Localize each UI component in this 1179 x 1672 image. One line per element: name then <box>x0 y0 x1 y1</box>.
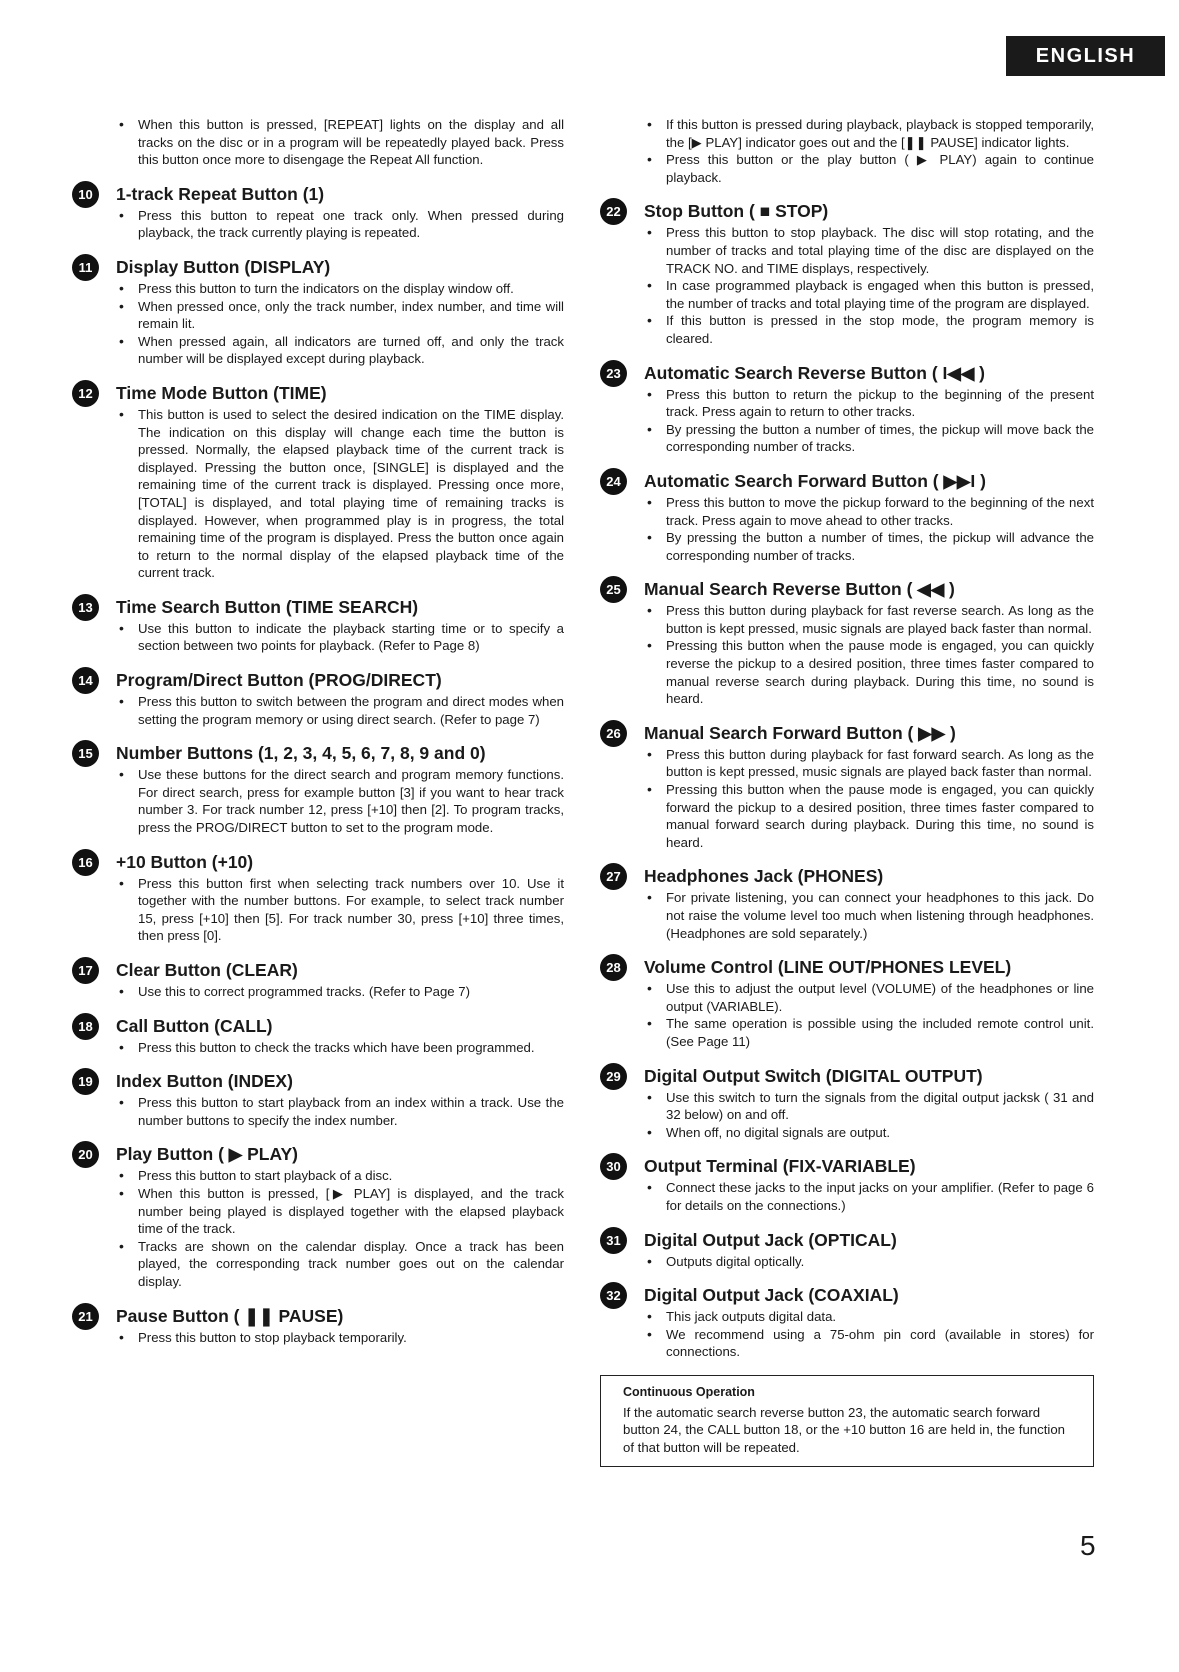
section-15 <box>72 742 564 836</box>
section-number-badge: 27 <box>600 863 627 890</box>
section-30 <box>600 1155 1094 1214</box>
page-number: 5 <box>1080 1530 1096 1561</box>
continuous-operation-text: If the automatic search reverse button 23, the automatic search forward button 24, the CALL button 18, or the +10 button 16 are held in, the function of that button will be repeated. <box>623 1404 1065 1455</box>
section-19 <box>72 1070 564 1129</box>
bullet-item: • Press this button to stop playback temporarily. <box>116 1329 564 1347</box>
bullet-item: • Use this to adjust the output level (VOLUME) of the headphones or line output (VARIABLE). <box>644 980 1094 1015</box>
section-20 <box>72 1143 564 1290</box>
section-bullets <box>644 746 1094 852</box>
bullet-item: • Press this button to return the pickup to the beginning of the present track. Press again to return to other tracks. <box>644 386 1094 421</box>
section-26 <box>600 722 1094 852</box>
section-title: Time Search Button (TIME SEARCH) <box>116 596 419 617</box>
section-title: Digital Output Switch (DIGITAL OUTPUT) <box>644 1065 983 1086</box>
continuous-operation-box <box>600 1375 1094 1467</box>
section-bullets <box>644 1253 1094 1271</box>
bullet-item: • For private listening, you can connect your headphones to this jack. Do not raise the volume level too much when listening through headphones. (Headphones are sold separately.) <box>644 889 1094 942</box>
bullet-item: • Tracks are shown on the calendar display. Once a track has been played, the corresponding track number goes out on the calendar display. <box>116 1238 564 1291</box>
section-title: Manual Search Reverse Button ( ◀◀ ) <box>644 579 955 600</box>
section-title: Automatic Search Forward Button ( ▶▶I ) <box>644 470 986 491</box>
right-intro-item: • Press this button or the play button ( ▶ PLAY) again to continue playback. <box>644 151 1094 186</box>
section-bullets <box>116 1329 564 1347</box>
section-28 <box>600 956 1094 1050</box>
section-14 <box>72 669 564 728</box>
section-number-badge: 10 <box>72 181 99 208</box>
right-sections <box>600 200 1094 1361</box>
right-column <box>600 116 1094 1467</box>
section-title: Volume Control (LINE OUT/PHONES LEVEL) <box>644 957 1012 978</box>
section-number-badge: 29 <box>600 1063 627 1090</box>
bullet-item: • Use these buttons for the direct search and program memory functions. For direct search, press for example button [3] if you want to hear track number 3. For track number 12, press [+10] then [2]. To program tracks, press the PROG/DIRECT button to set to the program mode. <box>116 766 564 836</box>
bullet-item: • Outputs digital optically. <box>644 1253 1094 1271</box>
right-intro <box>644 116 1094 186</box>
section-title: Play Button ( ▶ PLAY) <box>116 1144 298 1165</box>
section-number-badge: 14 <box>72 667 99 694</box>
section-number-badge: 25 <box>600 576 627 603</box>
bullet-item: • Press this button first when selecting track numbers over 10. Use it together with the number buttons. For example, to select track number 15, press [+10] then [5]. For track number 30, press [+10] three times, then press [0]. <box>116 875 564 945</box>
section-number-badge: 22 <box>600 198 627 225</box>
section-title: Program/Direct Button (PROG/DIRECT) <box>116 670 442 691</box>
section-title: Number Buttons (1, 2, 3, 4, 5, 6, 7, 8, 9 and 0) <box>116 743 486 764</box>
section-title: Manual Search Forward Button ( ▶▶ ) <box>644 722 956 743</box>
section-number-badge: 30 <box>600 1153 627 1180</box>
bullet-item: • By pressing the button a number of times, the pickup will move back the corresponding number of tracks. <box>644 421 1094 456</box>
section-number-badge: 16 <box>72 849 99 876</box>
section-title: Stop Button ( ■ STOP) <box>644 201 829 222</box>
section-bullets <box>116 280 564 368</box>
section-number-badge: 32 <box>600 1282 627 1309</box>
bullet-item: • Pressing this button when the pause mode is engaged, you can quickly forward the pickup to a desired position, three times faster compared to manual forward search during playback. During this time, no sound is heard. <box>644 781 1094 851</box>
section-title: Headphones Jack (PHONES) <box>644 866 884 887</box>
bullet-item: • The same operation is possible using the included remote control unit. (See Page 11) <box>644 1015 1094 1050</box>
section-bullets <box>644 1179 1094 1214</box>
bullet-item: • Press this button to start playback of a disc. <box>116 1167 564 1185</box>
section-title: Clear Button (CLEAR) <box>116 960 298 980</box>
section-bullets <box>116 1167 564 1290</box>
bullet-item: • When this button is pressed, [▶ PLAY] is displayed, and the track number being played is displayed together with the elapsed playback time of the track. <box>116 1185 564 1238</box>
continuous-operation-title: Continuous Operation <box>623 1384 755 1399</box>
section-22 <box>600 200 1094 347</box>
section-title: 1-track Repeat Button (1) <box>116 183 325 204</box>
section-bullets <box>116 983 564 1001</box>
section-bullets <box>644 224 1094 347</box>
section-29 <box>600 1065 1094 1142</box>
section-title: +10 Button (+10) <box>116 851 254 872</box>
section-18 <box>72 1015 564 1057</box>
section-title: Automatic Search Reverse Button ( I◀◀ ) <box>644 362 986 383</box>
section-24 <box>600 470 1094 564</box>
section-13 <box>72 596 564 655</box>
bullet-item: • Use this button to indicate the playback starting time or to specify a section between two points for playback. (Refer to Page 8) <box>116 620 564 655</box>
section-bullets <box>116 693 564 728</box>
bullet-item: • Press this button during playback for fast reverse search. As long as the button is kept pressed, music signals are played back faster than normal. <box>644 602 1094 637</box>
bullet-item: • Pressing this button when the pause mode is engaged, you can quickly reverse the pickup to a desired position, three times faster compared to manual reverse search during playback. During this time, no sound is heard. <box>644 637 1094 707</box>
section-bullets <box>644 602 1094 708</box>
section-number-badge: 18 <box>72 1013 99 1040</box>
section-number-badge: 12 <box>72 380 99 407</box>
left-intro-text: • When this button is pressed, [REPEAT] lights on the display and all tracks on the disc or in a program will be repeatedly played back. Press this button once more to disengage the Repeat All function. <box>116 116 564 169</box>
section-title: Digital Output Jack (OPTICAL) <box>644 1229 897 1250</box>
section-bullets <box>644 386 1094 456</box>
section-title: Digital Output Jack (COAXIAL) <box>644 1285 899 1306</box>
section-title: Display Button (DISPLAY) <box>116 256 331 277</box>
bullet-item: • Press this button to start playback from an index within a track. Use the number buttons to specify the index number. <box>116 1094 564 1129</box>
section-title: Output Terminal (FIX-VARIABLE) <box>644 1156 916 1177</box>
section-27 <box>600 865 1094 942</box>
bullet-item: • Press this button to move the pickup forward to the beginning of the next track. Press again to move ahead to other tracks. <box>644 494 1094 529</box>
section-bullets <box>116 1094 564 1129</box>
section-bullets <box>644 980 1094 1050</box>
bullet-item: • Use this to correct programmed tracks. (Refer to Page 7) <box>116 983 564 1001</box>
section-number-badge: 15 <box>72 740 99 767</box>
section-bullets <box>116 766 564 836</box>
section-23 <box>600 362 1094 456</box>
section-bullets <box>116 406 564 582</box>
bullet-item: • When pressed again, all indicators are turned off, and only the track number will be displayed except during playback. <box>116 333 564 368</box>
section-number-badge: 21 <box>72 1303 99 1330</box>
bullet-item: • We recommend using a 75-ohm pin cord (available in stores) for connections. <box>644 1326 1094 1361</box>
bullet-item: • By pressing the button a number of times, the pickup will advance the corresponding number of tracks. <box>644 529 1094 564</box>
section-bullets <box>116 620 564 655</box>
section-bullets <box>116 207 564 242</box>
section-11 <box>72 256 564 368</box>
bullet-item: • This button is used to select the desired indication on the TIME display. The indication on this display will change each time the button is pressed. Normally, the elapsed playback time of the current track is displayed. Pressing the button once, [SINGLE] is displayed and the remaining time of the current track is displayed. Pressing once more, [TOTAL] is displayed, and total playing time of remaining tracks is displayed. However, when programmed play is in progress, the total remaining time of the program is displayed. Press the button once again to return to the normal display of the elapsed playback time of the current track. <box>116 406 564 582</box>
section-bullets <box>644 1308 1094 1361</box>
section-21 <box>72 1305 564 1347</box>
left-sections <box>72 183 564 1346</box>
section-number-badge: 28 <box>600 954 627 981</box>
section-10 <box>72 183 564 242</box>
section-title: Time Mode Button (TIME) <box>116 382 327 403</box>
bullet-item: • When pressed once, only the track number, index number, and time will remain lit. <box>116 298 564 333</box>
section-17 <box>72 959 564 1001</box>
bullet-item: • Press this button to switch between the program and direct modes when setting the program memory or using direct search. (Refer to page 7) <box>116 693 564 728</box>
bullet-item: • If this button is pressed in the stop mode, the program memory is cleared. <box>644 312 1094 347</box>
bullet-item: • This jack outputs digital data. <box>644 1308 1094 1326</box>
bullet-item: • Press this button to check the tracks which have been programmed. <box>116 1039 564 1057</box>
bullet-item: • When off, no digital signals are output. <box>644 1124 1094 1142</box>
bullet-item: • Press this button to turn the indicators on the display window off. <box>116 280 564 298</box>
section-number-badge: 11 <box>72 254 99 281</box>
section-bullets <box>644 1089 1094 1142</box>
section-16 <box>72 851 564 945</box>
section-bullets <box>644 494 1094 564</box>
bullet-item: • Press this button during playback for fast forward search. As long as the button is kept pressed, music signals are played back faster than normal. <box>644 746 1094 781</box>
section-number-badge: 19 <box>72 1068 99 1095</box>
bullet-item: • Press this button to repeat one track only. When pressed during playback, the track currently playing is repeated. <box>116 207 564 242</box>
section-bullets <box>644 889 1094 942</box>
section-bullets <box>116 875 564 945</box>
bullet-item: • Press this button to stop playback. The disc will stop rotating, and the number of tracks and total playing time of the disc are displayed on the TRACK NO. and TIME displays, respectively. <box>644 224 1094 277</box>
section-title: Index Button (INDEX) <box>116 1071 293 1092</box>
left-column <box>72 116 564 1360</box>
bullet-item: • Use this switch to turn the signals from the digital output jacksk ( 31 and 32 below) on and off. <box>644 1089 1094 1124</box>
right-intro-item: • If this button is pressed during playback, playback is stopped temporarily, the [▶ PLAY] indicator goes out and the [❚❚ PAUSE] indicator lights. <box>644 116 1094 151</box>
section-number-badge: 20 <box>72 1141 99 1168</box>
section-32 <box>600 1284 1094 1361</box>
left-intro <box>116 116 564 169</box>
language-badge: ENGLISH <box>1006 36 1165 76</box>
section-number-badge: 26 <box>600 720 627 747</box>
bullet-item: • Connect these jacks to the input jacks on your amplifier. (Refer to page 6 for details on the connections.) <box>644 1179 1094 1214</box>
section-number-badge: 31 <box>600 1227 627 1254</box>
section-title: Call Button (CALL) <box>116 1015 273 1036</box>
section-25 <box>600 578 1094 708</box>
section-number-badge: 23 <box>600 360 627 387</box>
section-number-badge: 17 <box>72 957 99 984</box>
section-31 <box>600 1229 1094 1271</box>
section-12 <box>72 382 564 582</box>
section-number-badge: 13 <box>72 594 99 621</box>
section-title: Pause Button ( ❚❚ PAUSE) <box>116 1305 344 1326</box>
bullet-item: • In case programmed playback is engaged when this button is pressed, the number of tracks and total playing time of the program are displayed. <box>644 277 1094 312</box>
section-number-badge: 24 <box>600 468 627 495</box>
section-bullets <box>116 1039 564 1057</box>
